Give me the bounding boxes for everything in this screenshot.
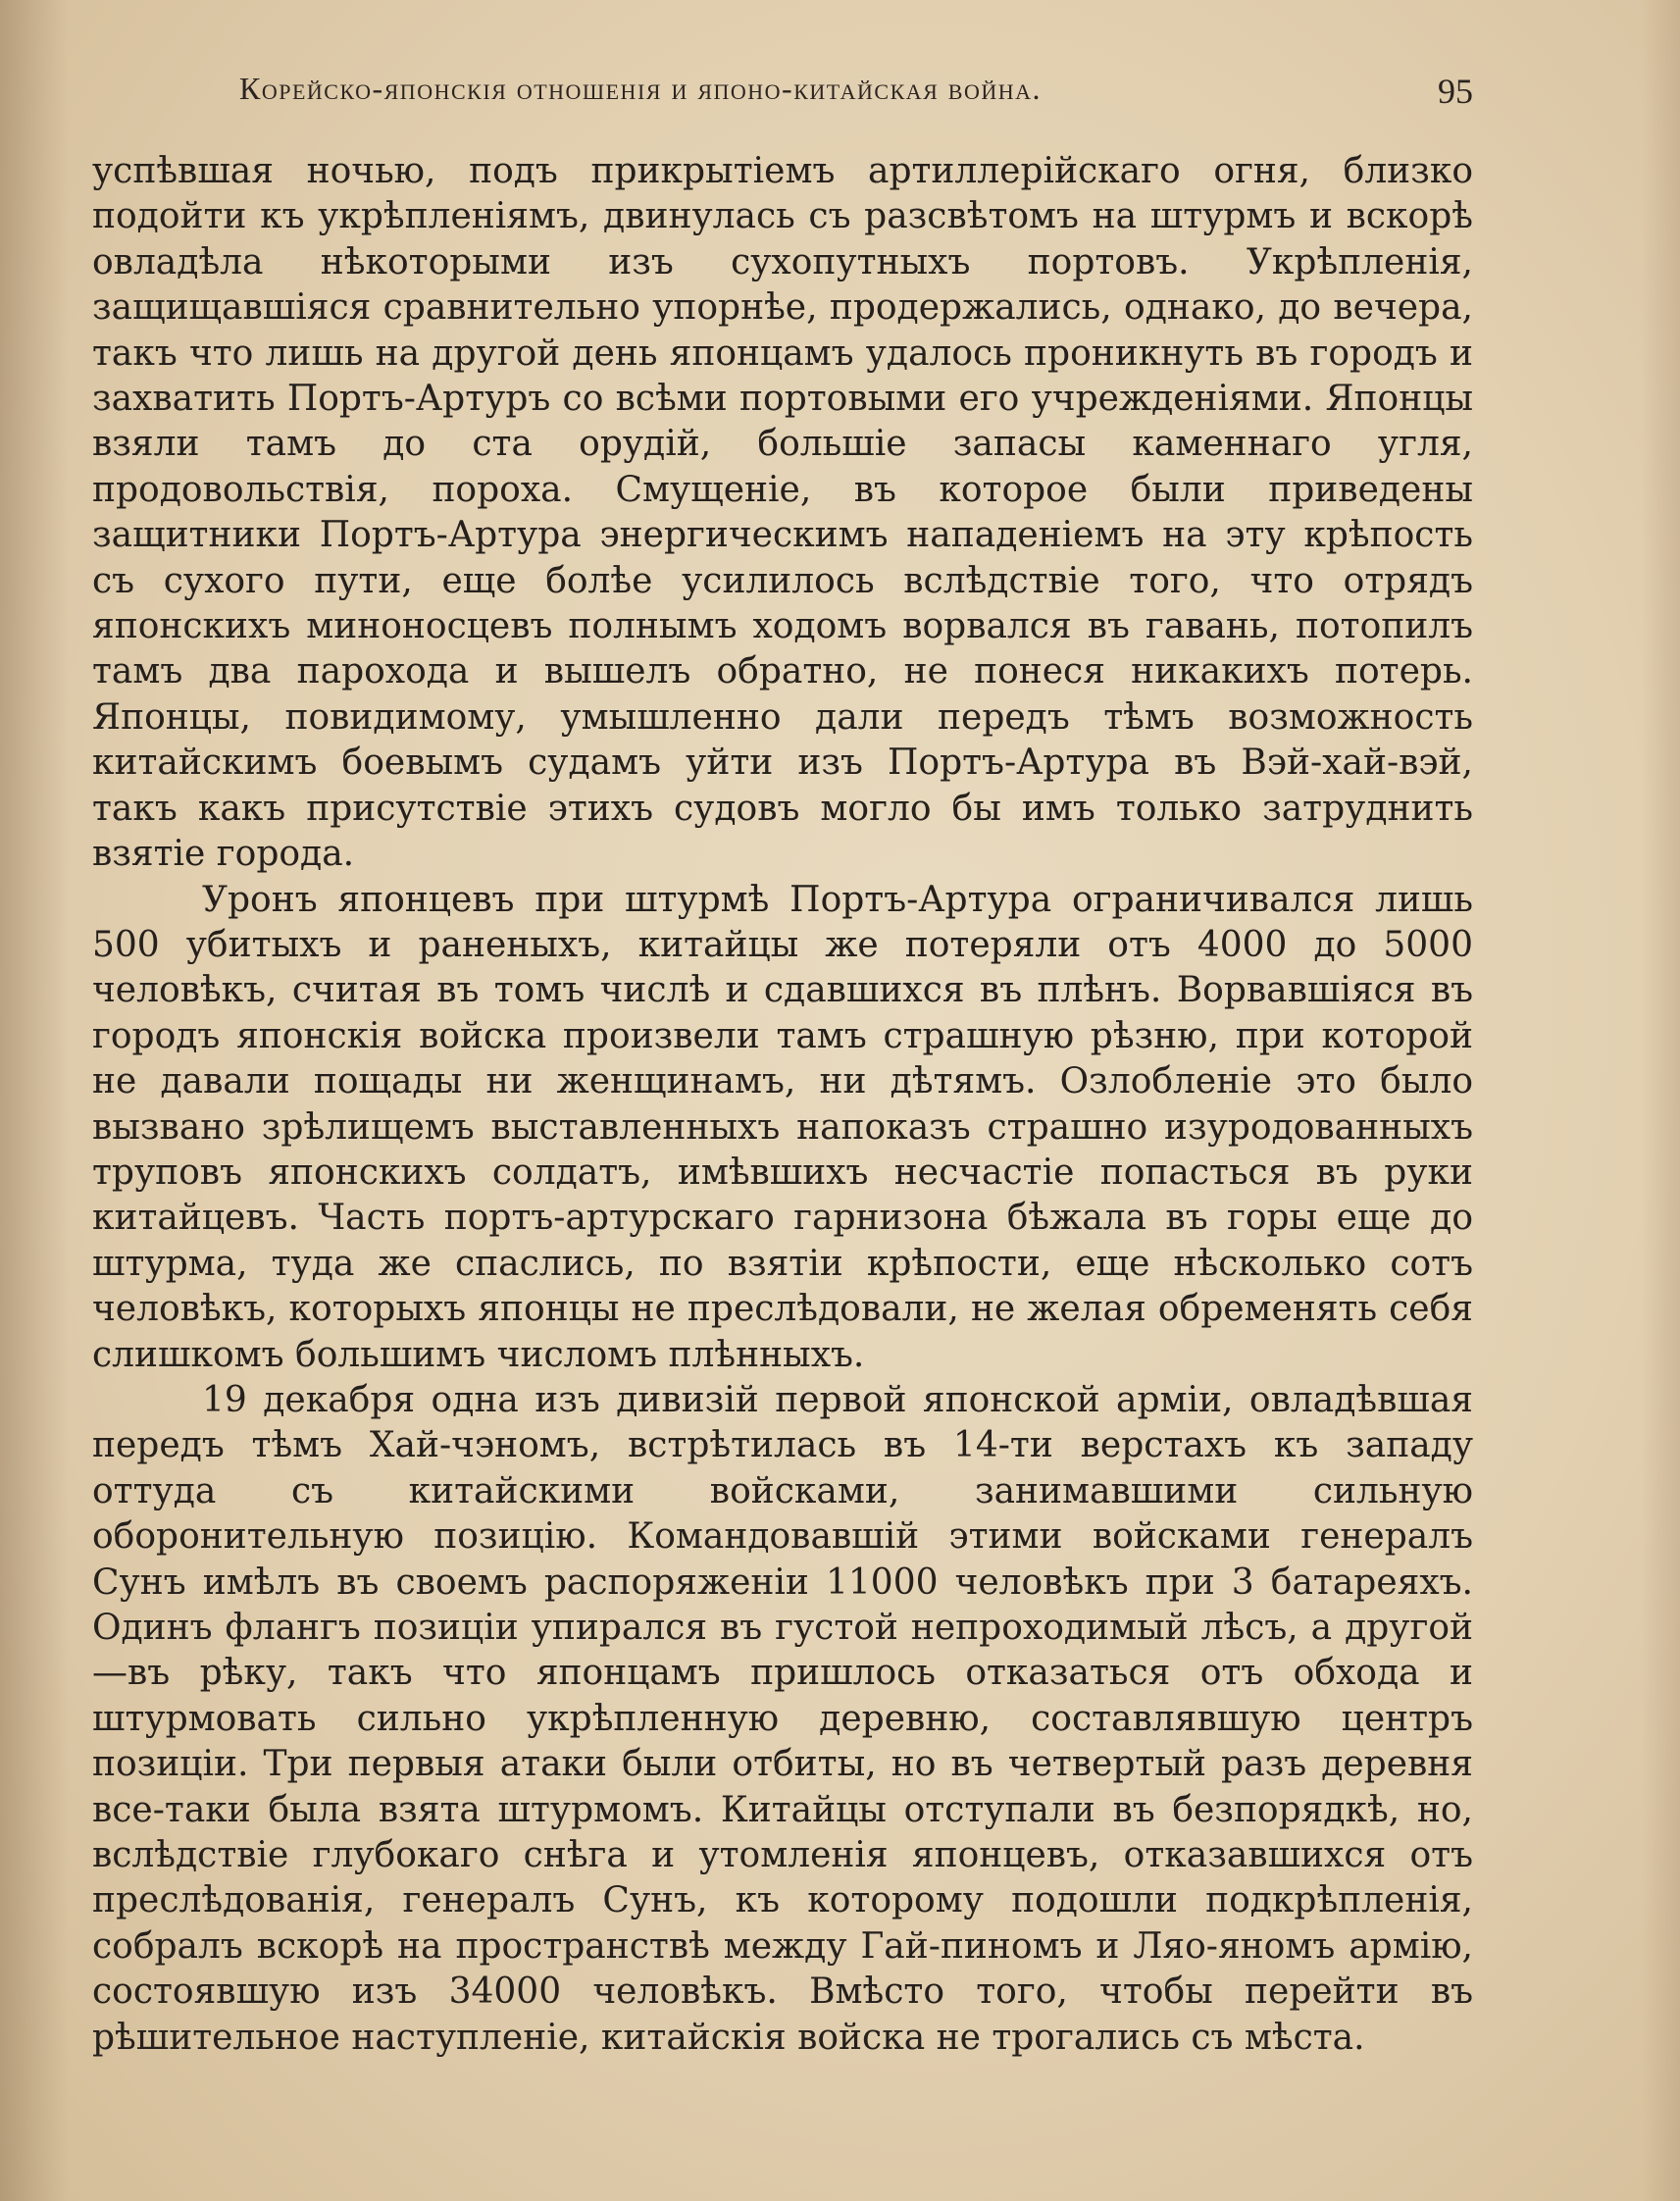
paragraph-continued: успѣвшая ночью, подъ прикрытіемъ артиллерійскаго огня, близко подойти къ укрѣпленіямъ, двинулась съ разсвѣтомъ на штурмъ и вскорѣ овладѣла нѣкоторыми изъ сухопутныхъ портовъ. Укрѣпленія, защищавшіяся сравнительно упорнѣе, продержались, однако, до вечера, такъ что лишь на другой день японцамъ удалось проникнуть въ городъ и захватить Портъ-Артуръ со всѣми портовыми его учрежденіями. Японцы взяли тамъ до ста орудій, большіе запасы каменнаго угля, продовольствія, пороха. Смущеніе, въ которое были приведены защитники Портъ-Артура энергическимъ нападеніемъ на эту крѣпость съ сухого пути, еще болѣе усилилось вслѣдствіе того, что отрядъ японскихъ миноносцевъ полнымъ ходомъ ворвался въ гавань, потопилъ тамъ два парохода и вышелъ обратно, не понеся никакихъ потерь. Японцы, повидимому, умышленно дали передъ тѣмъ возможность китайскимъ боевымъ судамъ уйти изъ Портъ-Артура въ Вэй-хай-вэй, такъ какъ присутствіе этихъ судовъ могло бы имъ только затруднить взятіе города. xyxy=(92,151,1473,875)
page-number: 95 xyxy=(1438,72,1473,111)
paragraph-december-19: 19 декабря одна изъ дивизій первой японской арміи, овладѣвшая передъ тѣмъ Хай-чэномъ, встрѣтилась въ 14-ти верстахъ къ западу оттуда съ китайскими войсками, занимавшими сильную оборонительную позицію. Командовавшій этими войсками генералъ Сунъ имѣлъ въ своемъ распоряженіи 11000 человѣкъ при 3 батареяхъ. Одинъ флангъ позиціи упирался въ густой непроходимый лѣсъ, а другой—въ рѣку, такъ что японцамъ пришлось отказаться отъ обхода и штурмовать сильно укрѣпленную деревню, составлявшую центръ позиціи. Три первыя атаки были отбиты, но въ четвертый разъ деревня все-таки была взята штурмомъ. Китайцы отступали въ безпорядкѣ, но, вслѣдствіе глубокаго снѣга и утомленія японцевъ, отказавшихся отъ преслѣдованія, генералъ Сунъ, къ которому подошли подкрѣпленія, собралъ вскорѣ на пространствѣ между Гай-пиномъ и Ляо-яномъ армію, состоявшую изъ 34000 человѣкъ. Вмѣсто того, чтобы перейти въ рѣшительное наступленіе, китайскія войска не трогались съ мѣста. xyxy=(92,1379,1473,2058)
page-header xyxy=(92,71,1473,114)
body-text xyxy=(92,149,1473,2061)
running-title: Корейско-японскія отношенія и японо-китайская война. xyxy=(239,71,1043,106)
paragraph-losses: Уронъ японцевъ при штурмѣ Портъ-Артура ограничивался лишь 500 убитыхъ и раненыхъ, китайцы же потеряли отъ 4000 до 5000 человѣкъ, считая въ томъ числѣ и сдавшихся въ плѣнъ. Ворвавшіяся въ городъ японскія войска произвели тамъ страшную рѣзню, при которой не давали пощады ни женщинамъ, ни дѣтямъ. Озлобленіе это было вызвано зрѣлищемъ выставленныхъ напоказъ страшно изуродованныхъ труповъ японскихъ солдатъ, имѣвшихъ несчастіе попасться въ руки китайцевъ. Часть портъ-артурскаго гарнизона бѣжала въ горы еще до штурма, туда же спаслись, по взятіи крѣпости, еще нѣсколько сотъ человѣкъ, которыхъ японцы не преслѣдовали, не желая обременять себя слишкомъ большимъ числомъ плѣнныхъ. xyxy=(92,879,1473,1375)
